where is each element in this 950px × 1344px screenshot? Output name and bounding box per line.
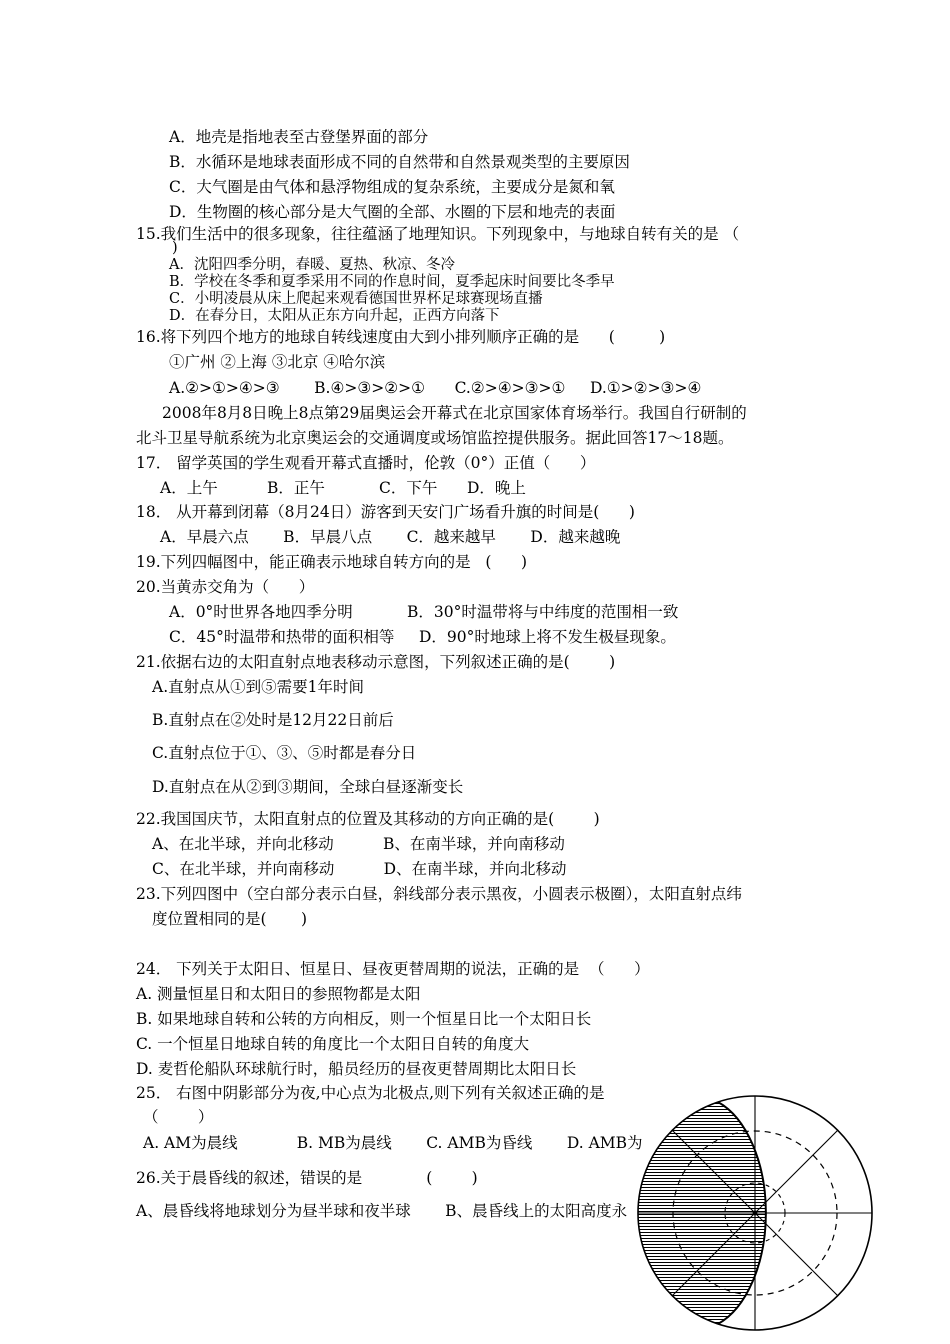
q24-option-c: C. 一个恒星日地球自转的角度比一个太阳日自转的角度大	[136, 1035, 530, 1053]
q19-stem: 19.下列四幅图中，能正确表示地球自转方向的是 ( )	[136, 553, 528, 571]
q21-option-a: A.直射点从①到⑤需要1年时间	[152, 678, 364, 696]
q14-option-d: D．生物圈的核心部分是大气圈的全部、水圈的下层和地壳的表面	[169, 203, 616, 221]
polar-terminator-diagram	[635, 1090, 875, 1335]
q16-options: A.②>①>④>③ B.④>③>②>① C.②>④>③>① D.①>②>③>④	[169, 379, 702, 397]
q15-option-d: D．在春分日，太阳从正东方向升起，正西方向落下	[169, 308, 500, 324]
q20-stem: 20.当黄赤交角为（ ）	[136, 578, 315, 596]
q25-options: A. AM为晨线 B. MB为晨线 C. AMB为昏线 D. AMB为	[143, 1134, 643, 1152]
q21-option-b: B.直射点在②处时是12月22日前后	[152, 711, 394, 729]
q20-options-cd: C．45°时温带和热带的面积相等 D．90°时地球上将不发生极昼现象。	[169, 628, 676, 646]
q14-option-c: C．大气圈是由气体和悬浮物组成的复杂系统，主要成分是氮和氧	[169, 178, 615, 196]
q23-stem-cont: 度位置相同的是( )	[152, 910, 308, 928]
q18-options: A．早晨六点 B．早晨八点 C．越来越早 D．越来越晚	[160, 528, 621, 546]
q25-stem-cont: （ ）	[143, 1108, 214, 1126]
q15-stem-cont: )	[172, 240, 178, 256]
q22-options-cd: C、在北半球，并向南移动 D、在南半球，并向北移动	[152, 860, 567, 878]
q14-option-b: B．水循环是地球表面形成不同的自然带和自然景观类型的主要原因	[169, 153, 630, 171]
q24-option-b: B. 如果地球自转和公转的方向相反，则一个恒星日比一个太阳日长	[136, 1010, 592, 1028]
q21-option-c: C.直射点位于①、③、⑤时都是春分日	[152, 744, 417, 762]
q26-stem: 26.关于晨昏线的叙述，错误的是 ( )	[136, 1169, 478, 1187]
north-pole-point	[753, 1211, 758, 1216]
q16-stem: 16.将下列四个地方的地球自转线速度由大到小排列顺序正确的是 ( )	[136, 328, 666, 346]
q21-stem: 21.依据右边的太阳直射点地表移动示意图，下列叙述正确的是( )	[136, 653, 616, 671]
q17-options: A．上午 B．正午 C．下午 D．晚上	[160, 479, 526, 497]
q24-stem: 24． 下列关于太阳日、恒星日、昼夜更替周期的说法，正确的是 （ ）	[136, 960, 650, 978]
q15-option-c: C．小明凌晨从床上爬起来观看德国世界杯足球赛现场直播	[169, 291, 543, 307]
intro-line-2: 北斗卫星导航系统为北京奥运会的交通调度或场馆监控提供服务。据此回答17～18题。	[136, 429, 734, 447]
q26-options-ab: A、晨昏线将地球划分为昼半球和夜半球 B、晨昏线上的太阳高度永	[136, 1202, 628, 1220]
q15-stem: 15.我们生活中的很多现象，往往蕴涵了地理知识。下列现象中，与地球自转有关的是 （	[136, 225, 740, 243]
q18-stem: 18． 从开幕到闭幕（8月24日）游客到天安门广场看升旗的时间是( )	[136, 503, 635, 521]
q15-option-a: A．沈阳四季分明，春暖、夏热、秋凉、冬冷	[169, 257, 455, 273]
q23-stem: 23.下列四图中（空白部分表示白昼，斜线部分表示黑夜，小圆表示极圈），太阳直射点纬	[136, 885, 742, 903]
q22-options-ab: A、在北半球，并向北移动 B、在南半球，并向南移动	[152, 835, 565, 853]
q15-option-b: B．学校在冬季和夏季采用不同的作息时间，夏季起床时间要比冬季早	[169, 274, 615, 290]
q24-option-a: A. 测量恒星日和太阳日的参照物都是太阳	[136, 985, 421, 1003]
q17-stem: 17． 留学英国的学生观看开幕式直播时，伦敦（0°）正值（ ）	[136, 454, 596, 472]
q21-option-d: D.直射点在从②到③期间，全球白昼逐渐变长	[152, 778, 464, 796]
q16-places: ①广州 ②上海 ③北京 ④哈尔滨	[169, 353, 386, 371]
q25-stem: 25． 右图中阴影部分为夜,中心点为北极点,则下列有关叙述正确的是	[136, 1084, 605, 1102]
intro-line-1: 2008年8月8日晚上8点第29届奥运会开幕式在北京国家体育场举行。我国自行研制的	[162, 404, 747, 422]
q24-option-d: D. 麦哲伦船队环球航行时，船员经历的昼夜更替周期比太阳日长	[136, 1060, 577, 1078]
q14-option-a: A．地壳是指地表至古登堡界面的部分	[169, 128, 429, 146]
q20-options-ab: A．0°时世界各地四季分明 B．30°时温带将与中纬度的范围相一致	[169, 603, 679, 621]
q22-stem: 22.我国国庆节，太阳直射点的位置及其移动的方向正确的是( )	[136, 810, 600, 828]
